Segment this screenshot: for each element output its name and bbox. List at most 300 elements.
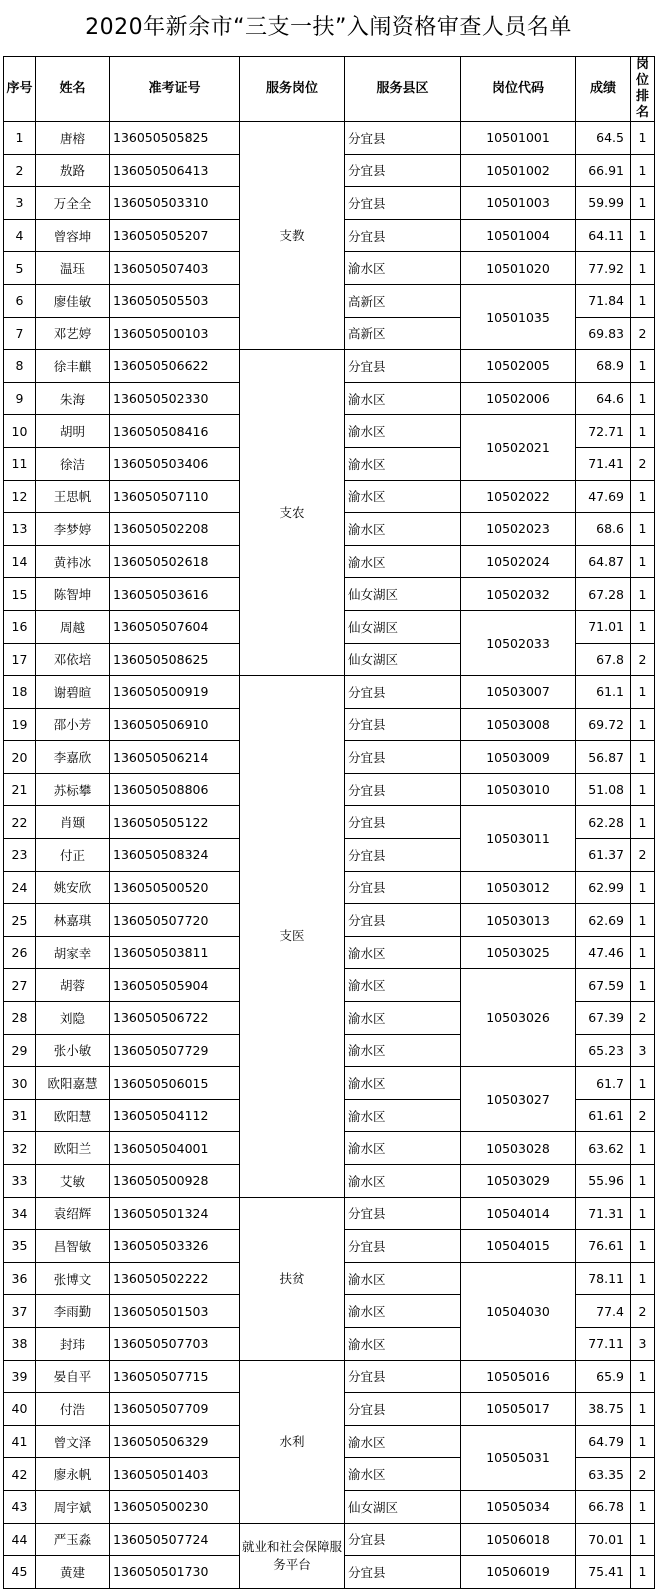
cell-name: 朱海 <box>36 382 110 415</box>
cell-ticket: 136050507729 <box>110 1034 240 1067</box>
cell-rank: 1 <box>631 480 655 513</box>
cell-score: 64.11 <box>576 219 631 252</box>
cell-name: 曾文泽 <box>36 1425 110 1458</box>
cell-ticket: 136050507724 <box>110 1523 240 1556</box>
cell-code: 10502033 <box>461 610 576 675</box>
cell-county: 分宜县 <box>345 676 461 709</box>
table-body <box>4 122 655 1589</box>
cell-county: 渝水区 <box>345 480 461 513</box>
cell-score: 62.28 <box>576 806 631 839</box>
cell-score: 78.11 <box>576 1262 631 1295</box>
cell-no: 32 <box>4 1132 36 1165</box>
cell-no: 14 <box>4 545 36 578</box>
cell-no: 26 <box>4 936 36 969</box>
cell-rank: 3 <box>631 1327 655 1360</box>
cell-score: 67.39 <box>576 1002 631 1035</box>
cell-county: 渝水区 <box>345 969 461 1002</box>
cell-ticket: 136050501503 <box>110 1295 240 1328</box>
cell-rank: 2 <box>631 1295 655 1328</box>
cell-rank: 1 <box>631 252 655 285</box>
cell-code: 10501002 <box>461 154 576 187</box>
cell-rank: 1 <box>631 122 655 155</box>
cell-rank: 1 <box>631 1556 655 1589</box>
cell-score: 66.78 <box>576 1490 631 1523</box>
cell-ticket: 136050502330 <box>110 382 240 415</box>
cell-name: 欧阳嘉慧 <box>36 1067 110 1100</box>
cell-rank: 2 <box>631 839 655 872</box>
cell-name: 温珏 <box>36 252 110 285</box>
cell-no: 21 <box>4 773 36 806</box>
cell-code: 10503027 <box>461 1067 576 1132</box>
cell-score: 55.96 <box>576 1165 631 1198</box>
cell-ticket: 136050501403 <box>110 1458 240 1491</box>
cell-ticket: 136050505122 <box>110 806 240 839</box>
cell-score: 67.8 <box>576 643 631 676</box>
cell-post: 支教 <box>240 122 345 350</box>
cell-code: 10503007 <box>461 676 576 709</box>
cell-post: 支农 <box>240 350 345 676</box>
cell-name: 邓艺婷 <box>36 317 110 350</box>
cell-county: 分宜县 <box>345 154 461 187</box>
cell-rank: 2 <box>631 447 655 480</box>
cell-score: 47.46 <box>576 936 631 969</box>
cell-name: 陈智坤 <box>36 578 110 611</box>
cell-code: 10502021 <box>461 415 576 480</box>
table-row <box>4 1360 655 1393</box>
cell-score: 62.69 <box>576 904 631 937</box>
cell-no: 10 <box>4 415 36 448</box>
cell-code: 10501004 <box>461 219 576 252</box>
cell-county: 渝水区 <box>345 382 461 415</box>
cell-code: 10502023 <box>461 513 576 546</box>
cell-no: 31 <box>4 1099 36 1132</box>
cell-no: 17 <box>4 643 36 676</box>
header-county: 服务县区 <box>345 57 461 122</box>
cell-score: 47.69 <box>576 480 631 513</box>
cell-name: 苏标攀 <box>36 773 110 806</box>
cell-post: 扶贫 <box>240 1197 345 1360</box>
cell-ticket: 136050507604 <box>110 610 240 643</box>
cell-county: 高新区 <box>345 284 461 317</box>
cell-code: 10505016 <box>461 1360 576 1393</box>
cell-county: 渝水区 <box>345 1262 461 1295</box>
cell-no: 38 <box>4 1327 36 1360</box>
cell-score: 77.11 <box>576 1327 631 1360</box>
cell-name: 万全全 <box>36 187 110 220</box>
cell-no: 18 <box>4 676 36 709</box>
cell-county: 渝水区 <box>345 1425 461 1458</box>
cell-score: 61.1 <box>576 676 631 709</box>
cell-code: 10502006 <box>461 382 576 415</box>
cell-county: 分宜县 <box>345 741 461 774</box>
cell-county: 渝水区 <box>345 1327 461 1360</box>
cell-rank: 3 <box>631 1034 655 1067</box>
cell-no: 22 <box>4 806 36 839</box>
cell-rank: 1 <box>631 154 655 187</box>
cell-no: 16 <box>4 610 36 643</box>
cell-no: 41 <box>4 1425 36 1458</box>
cell-no: 36 <box>4 1262 36 1295</box>
cell-county: 分宜县 <box>345 1197 461 1230</box>
cell-ticket: 136050506413 <box>110 154 240 187</box>
cell-no: 8 <box>4 350 36 383</box>
cell-name: 邓依培 <box>36 643 110 676</box>
cell-name: 张小敏 <box>36 1034 110 1067</box>
cell-score: 61.7 <box>576 1067 631 1100</box>
header-name: 姓名 <box>36 57 110 122</box>
cell-name: 王思帆 <box>36 480 110 513</box>
cell-no: 9 <box>4 382 36 415</box>
cell-no: 43 <box>4 1490 36 1523</box>
cell-county: 分宜县 <box>345 219 461 252</box>
cell-score: 61.37 <box>576 839 631 872</box>
cell-rank: 2 <box>631 1002 655 1035</box>
cell-county: 高新区 <box>345 317 461 350</box>
cell-no: 44 <box>4 1523 36 1556</box>
cell-code: 10503010 <box>461 773 576 806</box>
cell-ticket: 136050503326 <box>110 1230 240 1263</box>
cell-county: 分宜县 <box>345 871 461 904</box>
cell-code: 10503011 <box>461 806 576 871</box>
cell-ticket: 136050504001 <box>110 1132 240 1165</box>
cell-no: 19 <box>4 708 36 741</box>
cell-rank: 1 <box>631 1067 655 1100</box>
cell-name: 欧阳慧 <box>36 1099 110 1132</box>
cell-score: 56.87 <box>576 741 631 774</box>
cell-no: 42 <box>4 1458 36 1491</box>
cell-county: 渝水区 <box>345 415 461 448</box>
cell-county: 渝水区 <box>345 1165 461 1198</box>
cell-code: 10502032 <box>461 578 576 611</box>
cell-code: 10504015 <box>461 1230 576 1263</box>
cell-no: 3 <box>4 187 36 220</box>
cell-rank: 1 <box>631 806 655 839</box>
cell-county: 渝水区 <box>345 1099 461 1132</box>
cell-code: 10503008 <box>461 708 576 741</box>
cell-ticket: 136050505825 <box>110 122 240 155</box>
cell-ticket: 136050505503 <box>110 284 240 317</box>
cell-no: 27 <box>4 969 36 1002</box>
cell-score: 64.6 <box>576 382 631 415</box>
cell-post: 支医 <box>240 676 345 1198</box>
cell-name: 封玮 <box>36 1327 110 1360</box>
cell-county: 仙女湖区 <box>345 1490 461 1523</box>
cell-county: 仙女湖区 <box>345 610 461 643</box>
cell-ticket: 136050500919 <box>110 676 240 709</box>
cell-score: 63.62 <box>576 1132 631 1165</box>
cell-rank: 1 <box>631 936 655 969</box>
cell-county: 渝水区 <box>345 252 461 285</box>
cell-county: 渝水区 <box>345 936 461 969</box>
cell-no: 37 <box>4 1295 36 1328</box>
cell-name: 李梦婷 <box>36 513 110 546</box>
cell-score: 61.61 <box>576 1099 631 1132</box>
cell-score: 67.28 <box>576 578 631 611</box>
cell-ticket: 136050503406 <box>110 447 240 480</box>
cell-ticket: 136050507720 <box>110 904 240 937</box>
cell-score: 76.61 <box>576 1230 631 1263</box>
cell-county: 渝水区 <box>345 1034 461 1067</box>
cell-name: 周宇斌 <box>36 1490 110 1523</box>
cell-no: 7 <box>4 317 36 350</box>
cell-no: 45 <box>4 1556 36 1589</box>
cell-ticket: 136050501324 <box>110 1197 240 1230</box>
cell-code: 10506018 <box>461 1523 576 1556</box>
cell-no: 23 <box>4 839 36 872</box>
cell-rank: 1 <box>631 187 655 220</box>
cell-ticket: 136050506329 <box>110 1425 240 1458</box>
cell-rank: 1 <box>631 1230 655 1263</box>
cell-ticket: 136050503310 <box>110 187 240 220</box>
cell-county: 渝水区 <box>345 1002 461 1035</box>
cell-name: 付正 <box>36 839 110 872</box>
cell-score: 51.08 <box>576 773 631 806</box>
cell-score: 71.84 <box>576 284 631 317</box>
cell-county: 分宜县 <box>345 350 461 383</box>
cell-ticket: 136050508806 <box>110 773 240 806</box>
cell-no: 25 <box>4 904 36 937</box>
cell-ticket: 136050506015 <box>110 1067 240 1100</box>
cell-score: 65.23 <box>576 1034 631 1067</box>
cell-county: 渝水区 <box>345 1067 461 1100</box>
cell-score: 70.01 <box>576 1523 631 1556</box>
cell-name: 严玉淼 <box>36 1523 110 1556</box>
cell-rank: 2 <box>631 1458 655 1491</box>
cell-code: 10504014 <box>461 1197 576 1230</box>
cell-ticket: 136050508416 <box>110 415 240 448</box>
cell-county: 渝水区 <box>345 447 461 480</box>
table-row <box>4 122 655 155</box>
cell-ticket: 136050506722 <box>110 1002 240 1035</box>
cell-county: 分宜县 <box>345 1360 461 1393</box>
cell-code: 10501020 <box>461 252 576 285</box>
cell-rank: 1 <box>631 741 655 774</box>
cell-rank: 1 <box>631 1490 655 1523</box>
cell-rank: 1 <box>631 1360 655 1393</box>
cell-county: 分宜县 <box>345 1523 461 1556</box>
cell-ticket: 136050507715 <box>110 1360 240 1393</box>
cell-code: 10502005 <box>461 350 576 383</box>
header-score: 成绩 <box>576 57 631 122</box>
cell-code: 10505017 <box>461 1393 576 1426</box>
cell-no: 1 <box>4 122 36 155</box>
cell-ticket: 136050503811 <box>110 936 240 969</box>
cell-ticket: 136050507703 <box>110 1327 240 1360</box>
cell-name: 李雨勤 <box>36 1295 110 1328</box>
cell-rank: 2 <box>631 1099 655 1132</box>
cell-rank: 1 <box>631 219 655 252</box>
cell-score: 62.99 <box>576 871 631 904</box>
header-rank: 岗位排名 <box>631 57 655 122</box>
cell-score: 64.5 <box>576 122 631 155</box>
cell-no: 34 <box>4 1197 36 1230</box>
cell-no: 2 <box>4 154 36 187</box>
cell-county: 分宜县 <box>345 708 461 741</box>
candidate-table <box>3 56 655 1589</box>
cell-no: 28 <box>4 1002 36 1035</box>
cell-name: 昌智敏 <box>36 1230 110 1263</box>
cell-ticket: 136050506622 <box>110 350 240 383</box>
cell-name: 黄建 <box>36 1556 110 1589</box>
cell-name: 廖永帆 <box>36 1458 110 1491</box>
cell-no: 11 <box>4 447 36 480</box>
cell-county: 渝水区 <box>345 545 461 578</box>
cell-ticket: 136050502222 <box>110 1262 240 1295</box>
cell-name: 晏自平 <box>36 1360 110 1393</box>
cell-county: 分宜县 <box>345 773 461 806</box>
cell-code: 10505034 <box>461 1490 576 1523</box>
cell-ticket: 136050507110 <box>110 480 240 513</box>
cell-score: 68.6 <box>576 513 631 546</box>
cell-score: 72.71 <box>576 415 631 448</box>
cell-no: 40 <box>4 1393 36 1426</box>
cell-name: 唐榕 <box>36 122 110 155</box>
cell-score: 64.87 <box>576 545 631 578</box>
cell-code: 10503009 <box>461 741 576 774</box>
cell-name: 姚安欣 <box>36 871 110 904</box>
cell-score: 64.79 <box>576 1425 631 1458</box>
cell-score: 71.01 <box>576 610 631 643</box>
cell-score: 69.83 <box>576 317 631 350</box>
header-ticket: 准考证号 <box>110 57 240 122</box>
cell-no: 12 <box>4 480 36 513</box>
cell-county: 渝水区 <box>345 1132 461 1165</box>
cell-score: 65.9 <box>576 1360 631 1393</box>
header-post: 服务岗位 <box>240 57 345 122</box>
cell-ticket: 136050502208 <box>110 513 240 546</box>
cell-rank: 1 <box>631 610 655 643</box>
cell-county: 分宜县 <box>345 1556 461 1589</box>
cell-rank: 1 <box>631 415 655 448</box>
cell-name: 周越 <box>36 610 110 643</box>
cell-name: 付浩 <box>36 1393 110 1426</box>
cell-no: 5 <box>4 252 36 285</box>
cell-name: 胡家幸 <box>36 936 110 969</box>
cell-county: 渝水区 <box>345 1295 461 1328</box>
header-no: 序号 <box>4 57 36 122</box>
cell-rank: 2 <box>631 643 655 676</box>
cell-ticket: 136050508625 <box>110 643 240 676</box>
cell-rank: 1 <box>631 1262 655 1295</box>
cell-score: 77.92 <box>576 252 631 285</box>
cell-ticket: 136050507403 <box>110 252 240 285</box>
cell-rank: 1 <box>631 871 655 904</box>
cell-score: 63.35 <box>576 1458 631 1491</box>
cell-county: 分宜县 <box>345 839 461 872</box>
cell-ticket: 136050501730 <box>110 1556 240 1589</box>
cell-rank: 1 <box>631 284 655 317</box>
cell-code: 10504030 <box>461 1262 576 1360</box>
cell-no: 15 <box>4 578 36 611</box>
cell-ticket: 136050500928 <box>110 1165 240 1198</box>
cell-score: 77.4 <box>576 1295 631 1328</box>
cell-no: 30 <box>4 1067 36 1100</box>
cell-code: 10503025 <box>461 936 576 969</box>
cell-name: 敖路 <box>36 154 110 187</box>
cell-rank: 1 <box>631 1132 655 1165</box>
cell-post: 就业和社会保障服务平台 <box>240 1523 345 1588</box>
cell-county: 分宜县 <box>345 122 461 155</box>
cell-ticket: 136050500103 <box>110 317 240 350</box>
cell-no: 29 <box>4 1034 36 1067</box>
cell-code: 10502024 <box>461 545 576 578</box>
cell-rank: 1 <box>631 708 655 741</box>
table-row <box>4 1197 655 1230</box>
cell-code: 10501035 <box>461 284 576 349</box>
cell-county: 渝水区 <box>345 1458 461 1491</box>
cell-post: 水利 <box>240 1360 345 1523</box>
cell-rank: 1 <box>631 578 655 611</box>
table-row <box>4 1523 655 1556</box>
cell-name: 张博文 <box>36 1262 110 1295</box>
cell-ticket: 136050507709 <box>110 1393 240 1426</box>
cell-rank: 1 <box>631 1523 655 1556</box>
cell-rank: 1 <box>631 513 655 546</box>
cell-no: 6 <box>4 284 36 317</box>
cell-rank: 1 <box>631 1393 655 1426</box>
cell-ticket: 136050506910 <box>110 708 240 741</box>
cell-name: 袁绍辉 <box>36 1197 110 1230</box>
cell-code: 10503026 <box>461 969 576 1067</box>
cell-name: 邵小芳 <box>36 708 110 741</box>
cell-no: 4 <box>4 219 36 252</box>
cell-score: 67.59 <box>576 969 631 1002</box>
cell-no: 35 <box>4 1230 36 1263</box>
cell-rank: 1 <box>631 773 655 806</box>
cell-county: 仙女湖区 <box>345 643 461 676</box>
cell-name: 廖佳敏 <box>36 284 110 317</box>
table-row <box>4 676 655 709</box>
cell-rank: 1 <box>631 1165 655 1198</box>
cell-score: 71.31 <box>576 1197 631 1230</box>
cell-code: 10501003 <box>461 187 576 220</box>
cell-rank: 1 <box>631 350 655 383</box>
cell-rank: 1 <box>631 1425 655 1458</box>
cell-score: 59.99 <box>576 187 631 220</box>
cell-name: 谢碧暄 <box>36 676 110 709</box>
cell-name: 欧阳兰 <box>36 1132 110 1165</box>
cell-county: 分宜县 <box>345 904 461 937</box>
cell-rank: 1 <box>631 1197 655 1230</box>
cell-code: 10501001 <box>461 122 576 155</box>
cell-county: 分宜县 <box>345 187 461 220</box>
cell-name: 徐洁 <box>36 447 110 480</box>
cell-rank: 1 <box>631 382 655 415</box>
table-row <box>4 350 655 383</box>
cell-name: 艾敏 <box>36 1165 110 1198</box>
table-header-row <box>4 57 655 122</box>
cell-ticket: 136050505904 <box>110 969 240 1002</box>
cell-score: 68.9 <box>576 350 631 383</box>
cell-ticket: 136050504112 <box>110 1099 240 1132</box>
cell-name: 林嘉琪 <box>36 904 110 937</box>
cell-county: 分宜县 <box>345 806 461 839</box>
cell-ticket: 136050500230 <box>110 1490 240 1523</box>
cell-rank: 2 <box>631 317 655 350</box>
cell-rank: 1 <box>631 676 655 709</box>
cell-county: 分宜县 <box>345 1393 461 1426</box>
cell-ticket: 136050506214 <box>110 741 240 774</box>
cell-rank: 1 <box>631 545 655 578</box>
cell-ticket: 136050508324 <box>110 839 240 872</box>
cell-ticket: 136050500520 <box>110 871 240 904</box>
cell-score: 71.41 <box>576 447 631 480</box>
cell-no: 33 <box>4 1165 36 1198</box>
cell-name: 肖颋 <box>36 806 110 839</box>
cell-name: 胡明 <box>36 415 110 448</box>
cell-name: 曾容坤 <box>36 219 110 252</box>
cell-no: 24 <box>4 871 36 904</box>
